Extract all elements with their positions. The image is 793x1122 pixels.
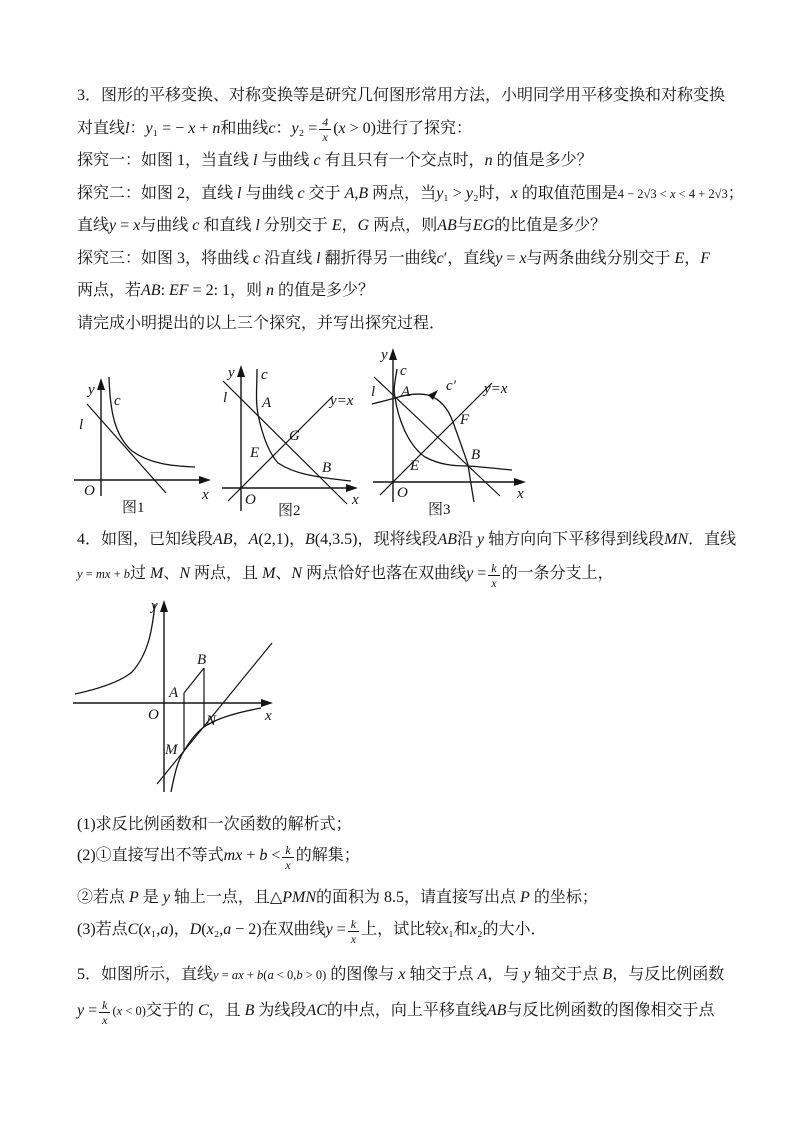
fig3-label-y: y	[381, 347, 388, 363]
fig1-yaxis-arrow-icon	[97, 378, 105, 390]
fig3-label-b: B	[471, 447, 481, 463]
fig2-line-yx	[228, 396, 333, 501]
fig2-xaxis-arrow-icon	[346, 484, 358, 492]
fig3-label-cp: c′	[446, 378, 456, 394]
fig3-curve-c-prime	[372, 394, 474, 502]
problem3-line-5: 直线y = x与曲线 c 和直线 l 分别交于 E，G 两点，则AB与EG的比值是多少？	[77, 217, 607, 234]
fig4-label-m: M	[165, 742, 178, 758]
fig4-label-o: O	[148, 707, 159, 723]
fig2-label-a: A	[262, 395, 272, 411]
problem3-line-3: 探究一：如图 1，当直线 l 与曲线 c 有且只有一个交点时，n 的值是多少？	[77, 152, 593, 169]
problem4-line-2: y = mx + b过 M、N 两点，且 M、N 两点恰好也落在双曲线y = $\frac{k}{x}$ 的一条分支上，	[77, 560, 614, 590]
fig3-line-yx	[380, 383, 492, 495]
fig1-label-c: c	[114, 393, 121, 409]
problem4-part-4: (3)若点C(x₁,a)，D(x₂,a − 2)在双曲线y = $\frac{k}{x}$ 上，试比较x₁和x₂的大小．	[77, 916, 547, 946]
fig3-label-c: c	[400, 363, 407, 379]
problem3-line-2: 对直线l：y₁ = − x + n和曲线c：y₂ = $\frac{4}{x}$ (x > 0)进行了探究：	[77, 115, 473, 145]
fig4-label-x: x	[265, 708, 272, 724]
fig1-caption: 图1	[122, 500, 145, 516]
problem5-line-2: y = $\frac{k}{x}$ (x < 0)交于的 C，且 B 为线段AC的中点，向上平移直线AB与反比例函数的图像相交于点	[77, 997, 715, 1027]
fig3-label-yx: y=x	[484, 381, 508, 397]
figure-2	[220, 361, 372, 519]
fig1-label-y: y	[88, 382, 95, 398]
problem3-line-6: 探究三：如图 3，将曲线 c 沿直线 l 翻折得另一曲线c′，直线y = x与两条曲线分别交于 E，F	[77, 249, 711, 267]
fig3-label-f: F	[460, 412, 470, 428]
problem3-line-8: 请完成小明提出的以上三个探究，并写出探究过程．	[77, 314, 446, 332]
figure-3	[370, 344, 535, 518]
fig2-label-g: G	[289, 428, 300, 444]
fig2-label-yx: y=x	[330, 393, 354, 409]
fig2-label-e: E	[250, 445, 260, 461]
fig2-label-o: O	[245, 492, 256, 508]
problem5-line-1: 5．如图所示，直线y = ax + b(a < 0,b > 0) 的图像与 x 轴交于点 A，与 y 轴交于点 B，与反比例函数	[77, 966, 725, 983]
fig2-label-l: l	[223, 390, 228, 406]
fig3-yaxis-arrow-icon	[389, 348, 397, 360]
figure-4	[58, 596, 368, 796]
fig1-label-x: x	[202, 487, 209, 503]
fig2-yaxis-arrow-icon	[237, 365, 245, 377]
fig2-label-c: c	[261, 367, 268, 383]
fig4-xaxis-arrow-icon	[261, 699, 273, 707]
problem3-text	[77, 80, 777, 340]
fig3-caption: 图3	[428, 502, 451, 518]
fig2-caption: 图2	[278, 503, 301, 519]
problem4-text	[77, 523, 777, 591]
fig2-label-b: B	[322, 460, 332, 476]
problem3-line-7: 两点，若AB: EF = 2: 1，则 n 的值是多少？	[77, 282, 375, 299]
fig4-label-n: N	[206, 713, 217, 729]
fig2-label-y: y	[228, 365, 235, 381]
fig1-label-o: O	[84, 483, 95, 499]
fig4-label-a: A	[169, 685, 179, 701]
problem3-line-1: 3．图形的平移变换、对称变换等是研究几何图形常用方法，小明同学用平移变换和对称变换	[77, 87, 726, 104]
fig3-xaxis-arrow-icon	[514, 478, 526, 486]
fig4-label-b: B	[197, 652, 207, 668]
problem3-line-4: 探究二：如图 2，直线 l 与曲线 c 交于 A,B 两点，当y₁ > y₂时，x 的取值范围是4 − 2√3 < x < 4 + 2√3；	[77, 184, 744, 202]
fig4-hyperbola-upper-branch	[75, 604, 155, 694]
fig1-curve-c	[109, 377, 195, 467]
problem4-part-1: (1)求反比例函数和一次函数的解析式；	[77, 816, 352, 833]
fig3-label-a: A	[401, 384, 411, 400]
fig3-label-o: O	[397, 485, 408, 501]
fig1-label-l: l	[79, 417, 84, 433]
figure-1	[62, 374, 217, 516]
problem5-text	[77, 957, 783, 1029]
fig3-label-e: E	[410, 458, 420, 474]
fig2-label-x: x	[352, 492, 359, 508]
fig3-label-l: l	[371, 384, 376, 400]
problem4-part-3: ②若点 P 是 y 轴上一点，且△PMN的面积为 8.5，请直接写出点 P 的坐标；	[77, 889, 598, 906]
problem4-line-1: 4．如图，已知线段AB，A(2,1)，B(4,3.5)，现将线段AB沿 y 轴方向向下平移得到线段MN．直线	[77, 531, 737, 548]
problem4-part-2: (2)①直接写出不等式mx + b < $\frac{k}{x}$ 的解集；	[77, 842, 360, 872]
fig3-label-x: x	[517, 486, 524, 502]
fig4-segment-ab	[184, 668, 204, 693]
fig4-label-y: y	[151, 598, 158, 614]
fig1-xaxis-arrow-icon	[199, 476, 211, 484]
fig4-yaxis-arrow-icon	[160, 600, 168, 612]
